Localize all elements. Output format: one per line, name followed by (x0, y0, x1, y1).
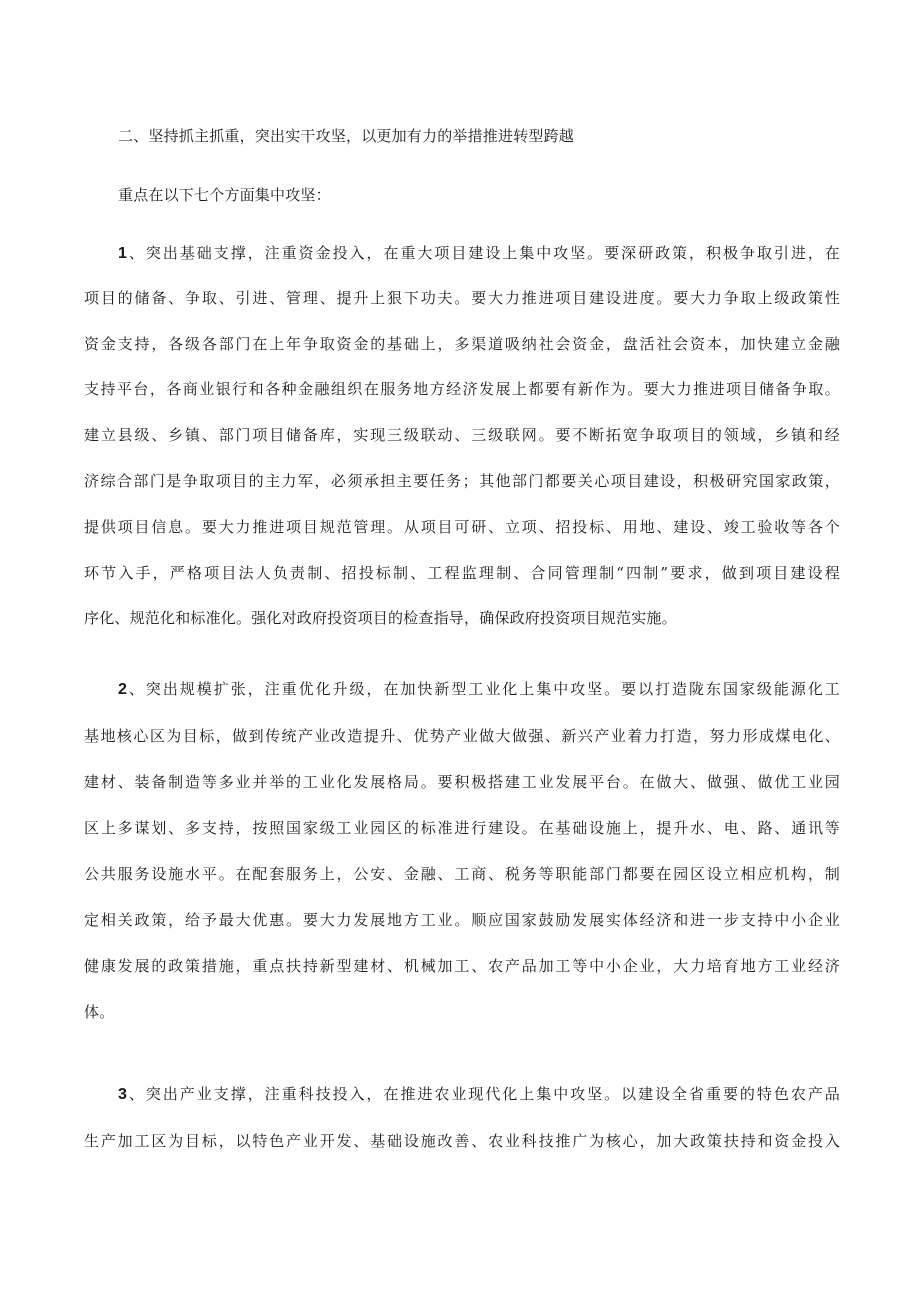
paragraph-line: 基地核心区为目标，做到传统产业改造提升、优势产业做大做强、新兴产业着力打造，努力形成煤电化、 (84, 727, 840, 745)
paragraph-number: 1 (118, 245, 128, 262)
paragraph-line: 健康发展的政策措施，重点扶持新型建材、机械加工、农产品加工等中小企业，大力培育地方工业经济 (84, 957, 840, 975)
section-heading: 二、坚持抓主抓重，突出实干攻坚，以更加有力的举措推进转型跨越 (118, 127, 575, 145)
paragraph-line: 支持平台，各商业银行和各种金融组织在服务地方经济发展上都要有新作为。要大力推进项目储备争取。 (84, 380, 840, 398)
paragraph-line: 项目的储备、争取、引进、管理、提升上狠下功夫。要大力推进项目建设进度。要大力争取上级政策性 (84, 289, 840, 307)
paragraph-line: 区上多谋划、多支持，按照国家级工业园区的标准进行建设。在基础设施上，提升水、电、路、通讯等 (84, 819, 840, 837)
paragraph-line: 序化、规范化和标准化。强化对政府投资项目的检查指导，确保政府投资项目规范实施。 (84, 609, 677, 627)
paragraph-line: 1、突出基础支撑，注重资金投入，在重大项目建设上集中攻坚。要深研政策，积极争取引进，在 (118, 244, 840, 262)
paragraph-line: 2、突出规模扩张，注重优化升级，在加快新型工业化上集中攻坚。要以打造陇东国家级能源化工 (118, 680, 840, 698)
paragraph-number: 2 (118, 681, 128, 698)
paragraph-line: 体。 (84, 1003, 115, 1021)
paragraph-line: 提供项目信息。要大力推进项目规范管理。从项目可研、立项、招投标、用地、建设、竣工验收等各个 (84, 518, 840, 536)
paragraph-line: 定相关政策，给予最大优惠。要大力发展地方工业。顺应国家鼓励发展实体经济和进一步支持中小企业 (84, 911, 840, 929)
paragraph-line: 公共服务设施水平。在配套服务上，公安、金融、工商、税务等职能部门都要在园区设立相应机构，制 (84, 865, 840, 883)
intro-text: 重点在以下七个方面集中攻坚： (118, 186, 331, 204)
paragraph-number: 3 (118, 1086, 128, 1103)
paragraph-line: 资金支持，各级各部门在上年争取资金的基础上，多渠道吸纳社会资金，盘活社会资本，加快建立金融 (84, 335, 840, 353)
paragraph-line: 3、突出产业支撑，注重科技投入，在推进农业现代化上集中攻坚。以建设全省重要的特色农产品 (118, 1085, 840, 1103)
paragraph-line: 建立县级、乡镇、部门项目储备库，实现三级联动、三级联网。要不断拓宽争取项目的领域，乡镇和经 (84, 426, 840, 444)
paragraph-line: 济综合部门是争取项目的主力军，必须承担主要任务；其他部门都要关心项目建设，积极研究国家政策， (84, 472, 840, 490)
paragraph-line: 生产加工区为目标，以特色产业开发、基础设施改善、农业科技推广为核心，加大政策扶持和资金投入 (84, 1132, 840, 1150)
paragraph-line: 环节入手，严格项目法人负责制、招投标制、工程监理制、合同管理制“四制”要求，做到项目建设程 (84, 564, 840, 582)
paragraph-line: 建材、装备制造等多业并举的工业化发展格局。要积极搭建工业发展平台。在做大、做强、做优工业园 (84, 773, 840, 791)
